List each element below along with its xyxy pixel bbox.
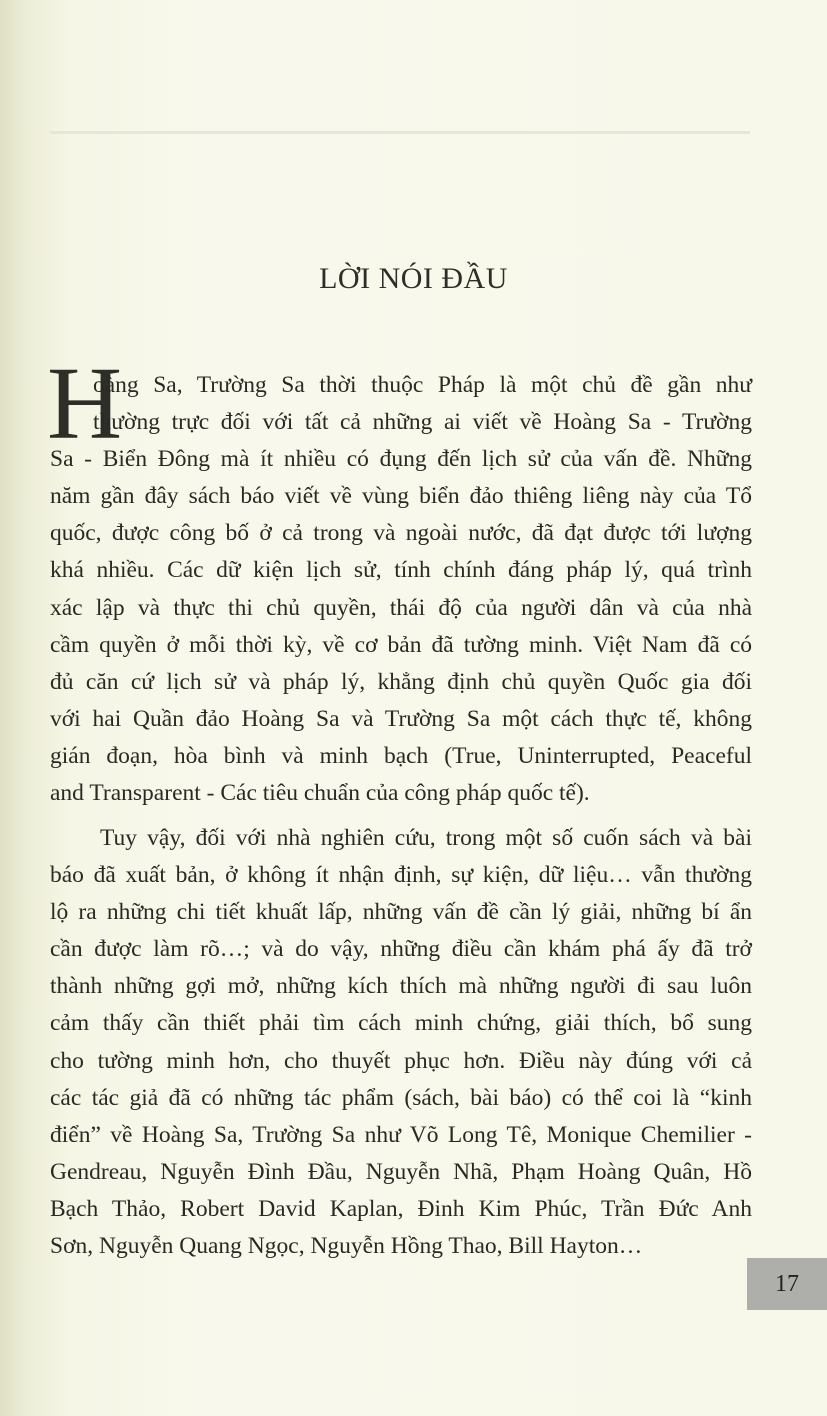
text-line: với hai Quần đảo Hoàng Sa và Trường Sa một cách thực tế, không xyxy=(50,705,752,732)
paragraph-2 xyxy=(50,820,752,1265)
text-line: báo đã xuất bản, ở không ít nhận định, sự kiện, dữ liệu… vẫn thường xyxy=(50,862,752,889)
page-number: 17 xyxy=(775,1271,799,1297)
text-line: quốc, được công bố ở cả trong và ngoài nước, đã đạt được tới lượng xyxy=(50,520,752,547)
text-line: năm gần đây sách báo viết về vùng biển đảo thiêng liêng này của Tổ xyxy=(50,483,752,510)
text-line: gián đoạn, hòa bình và minh bạch (True, Uninterrupted, Peaceful xyxy=(50,742,752,769)
text-line: Tuy vậy, đối với nhà nghiên cứu, trong một số cuốn sách và bài xyxy=(100,825,752,851)
text-line: cho tường minh hơn, cho thuyết phục hơn. Điều này đúng với cả xyxy=(50,1047,752,1074)
text-line: Sa - Biển Đông mà ít nhiều có đụng đến lịch sử của vấn đề. Những xyxy=(50,446,752,473)
text-line: cầm quyền ở mỗi thời kỳ, về cơ bản đã tường minh. Việt Nam đã có xyxy=(50,631,752,658)
text-line: Bạch Thảo, Robert David Kaplan, Đinh Kim Phúc, Trần Đức Anh xyxy=(50,1195,752,1222)
text-line: Gendreau, Nguyễn Đình Đầu, Nguyễn Nhã, Phạm Hoàng Quân, Hồ xyxy=(50,1158,752,1185)
text-line: and Transparent - Các tiêu chuẩn của công pháp quốc tế). xyxy=(50,780,590,807)
page-number-box xyxy=(747,1258,827,1310)
chapter-title: LỜI NÓI ĐẦU xyxy=(319,262,508,295)
text-line: khá nhiều. Các dữ kiện lịch sử, tính chính đáng pháp lý, quá trình xyxy=(50,557,752,584)
text-line: oàng Sa, Trường Sa thời thuộc Pháp là một chủ đề gần như xyxy=(93,372,752,398)
text-line: thường trực đối với tất cả những ai viết về Hoàng Sa - Trường xyxy=(93,409,752,436)
drop-cap: H xyxy=(47,346,123,461)
text-line: điển” về Hoàng Sa, Trường Sa như Võ Long Tê, Monique Chemilier - xyxy=(50,1121,752,1148)
text-line: cần được làm rõ…; và do vậy, những điều cần khám phá ấy đã trở xyxy=(50,936,752,963)
text-line: đủ căn cứ lịch sử và pháp lý, khẳng định chủ quyền Quốc gia đối xyxy=(50,668,752,695)
text-line: xác lập và thực thi chủ quyền, thái độ của người dân và của nhà xyxy=(50,594,752,621)
text-line: các tác giả đã có những tác phẩm (sách, bài báo) có thể coi là “kinh xyxy=(50,1084,752,1111)
text-line: cảm thấy cần thiết phải tìm cách minh chứng, giải thích, bổ sung xyxy=(50,1010,752,1037)
text-line: lộ ra những chi tiết khuất lấp, những vấn đề cần lý giải, những bí ẩn xyxy=(50,899,752,926)
header-rule xyxy=(50,131,750,134)
text-line: Sơn, Nguyễn Quang Ngọc, Nguyễn Hồng Thao, Bill Hayton… xyxy=(50,1233,643,1260)
text-line: thành những gợi mở, những kích thích mà những người đi sau luôn xyxy=(50,973,752,1000)
paragraph-1 xyxy=(50,367,752,812)
